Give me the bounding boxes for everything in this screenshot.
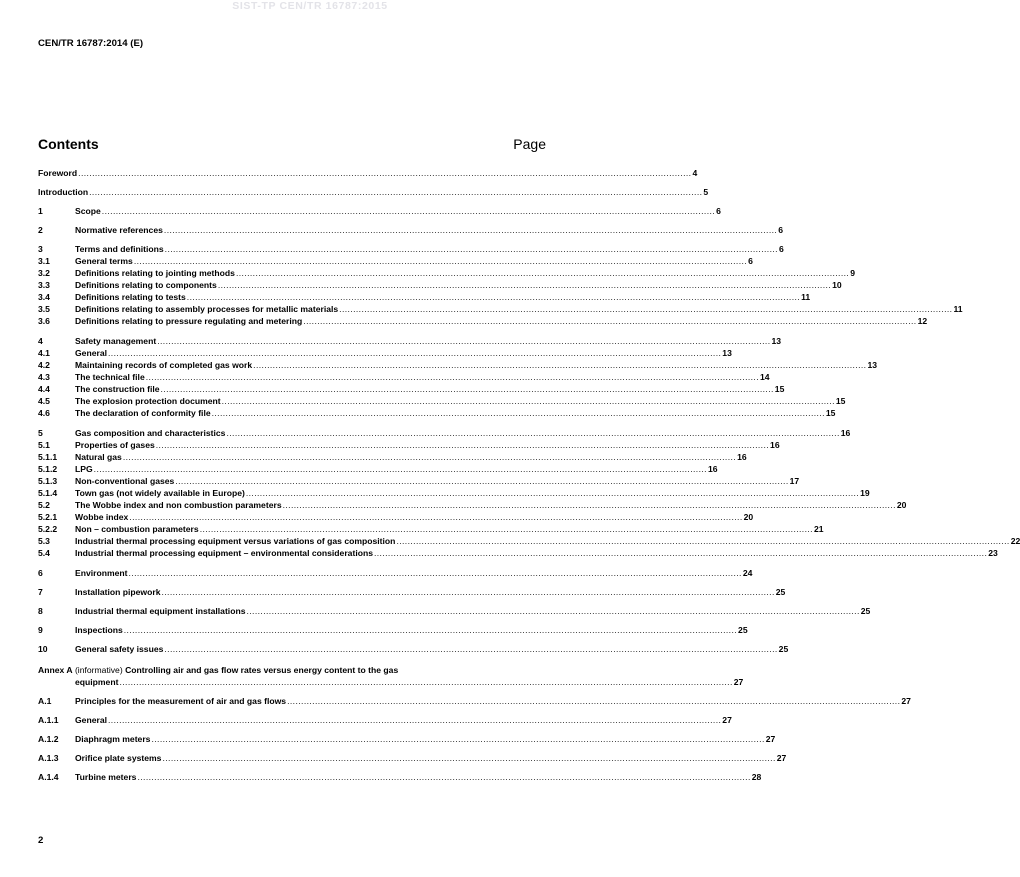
dot-leader: ............................................................................................................................................................................................................................	[164, 644, 778, 654]
toc-entry-title: Installation pipework	[75, 587, 161, 597]
toc-entry-number: 4.3	[38, 372, 50, 382]
toc-entry[interactable]	[38, 315, 928, 327]
toc-entry-page: 13	[867, 360, 878, 370]
dot-leader: ............................................................................................................................................................................................................................	[89, 187, 703, 197]
toc-entry-number: 4.4	[38, 384, 50, 394]
dot-leader: ............................................................................................................................................................................................................................	[339, 304, 953, 314]
toc-entry-title: General	[75, 715, 108, 725]
toc-entry-number: 5.1.4	[38, 488, 58, 498]
dot-leader: ............................................................................................................................................................................................................................	[282, 500, 896, 510]
toc-entry[interactable]	[38, 291, 811, 303]
toc-entry-title: Inspections	[75, 625, 123, 635]
document-identifier: CEN/TR 16787:2014 (E)	[38, 38, 144, 49]
dot-leader: ............................................................................................................................................................................................................................	[162, 753, 776, 763]
toc-entry-title: Terms and definitions	[75, 244, 164, 254]
toc-entry-title: General safety issues	[75, 644, 164, 654]
toc-entry-title: Non – combustion parameters	[75, 524, 199, 534]
toc-entry-page: 13	[771, 336, 782, 346]
toc-entry-title: General	[75, 348, 108, 358]
toc-entry[interactable]	[38, 523, 824, 535]
toc-entry[interactable]	[38, 383, 785, 395]
dot-leader: ............................................................................................................................................................................................................................	[108, 348, 722, 358]
dot-leader: ............................................................................................................................................................................................................................	[78, 168, 692, 178]
toc-entry[interactable]	[38, 499, 907, 511]
toc-entry-page: 4	[692, 168, 698, 178]
toc-entry-title: Definitions relating to components	[75, 280, 217, 290]
toc-entry-title: Definitions relating to tests	[75, 292, 186, 302]
toc-entry[interactable]	[38, 427, 851, 439]
toc-entry-number: 3	[38, 244, 43, 254]
contents-title: Contents	[38, 136, 99, 152]
dot-leader: ............................................................................................................................................................................................................................	[175, 476, 789, 486]
toc-entry-title: Diaphragm meters	[75, 734, 151, 744]
toc-entry-page: 27	[733, 677, 744, 687]
toc-entry[interactable]	[38, 347, 732, 359]
toc-entry-number: 5.2.2	[38, 524, 58, 534]
toc-entry-title: Definitions relating to assembly processes for metallic materials	[75, 304, 339, 314]
toc-entry-number: 5.1.2	[38, 464, 58, 474]
toc-entry-number: 8	[38, 606, 43, 616]
toc-entry-page: 28	[751, 772, 762, 782]
toc-entry-title: Definitions relating to jointing methods	[75, 268, 235, 278]
dot-leader: ............................................................................................................................................................................................................................	[129, 512, 743, 522]
toc-entry-page: 19	[860, 488, 870, 498]
toc-entry-page: 27	[722, 715, 732, 725]
dot-leader: ............................................................................................................................................................................................................................	[101, 206, 716, 216]
page-number: 2	[38, 835, 44, 846]
toc-entry[interactable]	[38, 605, 871, 617]
annex-a-heading[interactable]	[38, 664, 546, 676]
dot-leader: ............................................................................................................................................................................................................................	[287, 696, 901, 706]
dot-leader: ............................................................................................................................................................................................................................	[199, 524, 813, 534]
toc-entry-number: 2	[38, 225, 43, 235]
toc-entry-page: 25	[778, 644, 789, 654]
toc-entry-title: Principles for the measurement of air and gas flows	[75, 696, 287, 706]
toc-entry[interactable]	[38, 224, 783, 236]
toc-entry-number: 3.1	[38, 256, 50, 266]
toc-entry-number: A.1.4	[38, 772, 59, 782]
toc-entry[interactable]	[38, 335, 782, 347]
toc-entry[interactable]	[38, 279, 842, 291]
toc-entry-number: A.1.3	[38, 753, 59, 763]
toc-entry-number: 4.5	[38, 396, 50, 406]
toc-entry-page: 16	[737, 452, 747, 462]
toc-entry-page: 12	[917, 316, 928, 326]
toc-entry-page: 24	[742, 568, 753, 578]
toc-entry-page: 25	[738, 625, 748, 635]
annex-label: Annex A	[38, 665, 73, 675]
watermark: SIST-TP CEN/TR 16787:2015	[232, 0, 388, 12]
toc-entry-page: 21	[813, 524, 824, 534]
toc-entry-number: 5	[38, 428, 43, 438]
dot-leader: ............................................................................................................................................................................................................................	[122, 452, 737, 462]
toc-entry[interactable]	[38, 487, 870, 499]
toc-entry[interactable]	[38, 535, 1020, 547]
toc-entry-number: 3.5	[38, 304, 50, 314]
toc-entry-number: 10	[38, 644, 48, 654]
toc-entry[interactable]	[38, 267, 855, 279]
toc-entry[interactable]	[38, 567, 753, 579]
toc-entry-title: Maintaining records of completed gas work	[75, 360, 253, 370]
toc-entry-page: 27	[901, 696, 911, 706]
toc-entry[interactable]	[38, 451, 747, 463]
toc-entry-page: 20	[743, 512, 754, 522]
toc-entry-number: 5.1.1	[38, 452, 58, 462]
toc-entry[interactable]	[38, 547, 998, 559]
toc-entry[interactable]	[38, 624, 748, 636]
toc-entry-title: Normative references	[75, 225, 163, 235]
dot-leader: ............................................................................................................................................................................................................................	[226, 428, 840, 438]
toc-entry[interactable]	[38, 255, 753, 267]
toc-entry-title: Properties of gases	[75, 440, 155, 450]
toc-entry-title: The technical file	[75, 372, 145, 382]
toc-entry-number: 6	[38, 568, 43, 578]
toc-entry-page: 27	[765, 734, 776, 744]
toc-entry[interactable]	[38, 752, 787, 764]
toc-entry[interactable]	[38, 733, 776, 745]
toc-entry-page: 11	[801, 292, 811, 302]
toc-entry-number: 3.2	[38, 268, 50, 278]
toc-entry-number: 3.6	[38, 316, 50, 326]
dot-leader: ............................................................................................................................................................................................................................	[164, 244, 778, 254]
dot-leader: ............................................................................................................................................................................................................................	[245, 488, 860, 498]
toc-entry-number: 5.4	[38, 548, 50, 558]
dot-leader: ............................................................................................................................................................................................................................	[145, 372, 760, 382]
dot-leader: ............................................................................................................................................................................................................................	[221, 396, 835, 406]
toc-entry[interactable]	[38, 303, 963, 315]
dot-leader: ............................................................................................................................................................................................................................	[161, 587, 775, 597]
toc-entry-number: 5.3	[38, 536, 50, 546]
toc-entry-number: A.1.1	[38, 715, 59, 725]
toc-entry-page: 23	[988, 548, 998, 558]
dot-leader: ............................................................................................................................................................................................................................	[93, 464, 707, 474]
toc-entry[interactable]	[38, 167, 698, 179]
toc-entry-title: Orifice plate systems	[75, 753, 162, 763]
toc-entry-number: 9	[38, 625, 43, 635]
toc-entry[interactable]	[38, 714, 732, 726]
dot-leader: ............................................................................................................................................................................................................................	[137, 772, 751, 782]
toc-entry-number: 4.1	[38, 348, 50, 358]
toc-entry-title: Definitions relating to pressure regulating and metering	[75, 316, 303, 326]
toc-entry-page: 11	[953, 304, 963, 314]
dot-leader: ............................................................................................................................................................................................................................	[303, 316, 917, 326]
toc-entry[interactable]	[38, 205, 721, 217]
dot-leader: ............................................................................................................................................................................................................................	[235, 268, 850, 278]
toc-entry-number: 5.1	[38, 440, 50, 450]
toc-entry-number: 5.2.1	[38, 512, 58, 522]
dot-leader: ............................................................................................................................................................................................................................	[246, 606, 860, 616]
toc-entry-page: 9	[850, 268, 855, 278]
toc-entry-number: 3.3	[38, 280, 50, 290]
toc-entry-page: 16	[840, 428, 851, 438]
toc-entry-page: 10	[832, 280, 842, 290]
dot-leader: ............................................................................................................................................................................................................................	[108, 715, 722, 725]
page-column-heading: Page	[513, 136, 546, 152]
dot-leader: ............................................................................................................................................................................................................................	[373, 548, 988, 558]
toc-entry-page: 16	[770, 440, 780, 450]
annex-title: Controlling air and gas flow rates versus energy content to the gas	[125, 665, 399, 675]
toc-entry-title: Wobbe index	[75, 512, 129, 522]
toc-entry-title: The Wobbe index and non combustion parameters	[75, 500, 282, 510]
toc-entry[interactable]	[38, 371, 770, 383]
dot-leader: ............................................................................................................................................................................................................................	[128, 568, 742, 578]
toc-entry-title: Natural gas	[75, 452, 122, 462]
toc-entry-page: 6	[778, 244, 784, 254]
dot-leader: ............................................................................................................................................................................................................................	[157, 336, 771, 346]
dot-leader: ............................................................................................................................................................................................................................	[186, 292, 801, 302]
toc-entry-title: Non-conventional gases	[75, 476, 175, 486]
dot-leader: ............................................................................................................................................................................................................................	[163, 225, 778, 235]
toc-entry[interactable]	[38, 395, 846, 407]
toc-entry-title: Industrial thermal processing equipment – environmental considerations	[75, 548, 373, 558]
dot-leader: ............................................................................................................................................................................................................................	[217, 280, 832, 290]
toc-entry-number: 4	[38, 336, 43, 346]
toc-entry-page: 6	[778, 225, 783, 235]
toc-entry-title: The declaration of conformity file	[75, 408, 211, 418]
toc-entry[interactable]	[38, 186, 709, 198]
dot-leader: ............................................................................................................................................................................................................................	[253, 360, 867, 370]
toc-entry[interactable]	[38, 643, 789, 655]
toc-entry-title: Foreword	[38, 168, 78, 178]
toc-entry-number: 1	[38, 206, 43, 216]
toc-entry[interactable]	[38, 243, 784, 255]
toc-entry-title: The construction file	[75, 384, 160, 394]
toc-entry-page: 6	[716, 206, 721, 216]
dot-leader: ............................................................................................................................................................................................................................	[155, 440, 770, 450]
toc-entry-title: Industrial thermal processing equipment versus variations of gas composition	[75, 536, 396, 546]
toc-entry[interactable]	[38, 439, 780, 451]
toc-entry[interactable]	[38, 771, 762, 783]
toc-entry-page: 16	[707, 464, 718, 474]
toc-entry[interactable]	[38, 359, 878, 371]
toc-entry-title: The explosion protection document	[75, 396, 221, 406]
toc-entry[interactable]	[38, 586, 786, 598]
toc-entry-page: 25	[775, 587, 786, 597]
toc-entry-page: 25	[860, 606, 871, 616]
toc-entry-number: 7	[38, 587, 43, 597]
toc-entry-page: 20	[896, 500, 907, 510]
toc-entry-page: 27	[776, 753, 787, 763]
toc-entry-page: 5	[703, 187, 709, 197]
dot-leader: ............................................................................................................................................................................................................................	[123, 625, 738, 635]
toc-entry[interactable]	[38, 511, 754, 523]
toc-entry-title: Safety management	[75, 336, 157, 346]
toc-entry-page: 15	[835, 396, 846, 406]
toc-entry-number: A.1.2	[38, 734, 59, 744]
dot-leader: ............................................................................................................................................................................................................................	[396, 536, 1010, 546]
toc-entry-title: Gas composition and characteristics	[75, 428, 226, 438]
toc-entry-title: LPG	[75, 464, 93, 474]
toc-entry-title: Turbine meters	[75, 772, 137, 782]
dot-leader: ............................................................................................................................................................................................................................	[133, 256, 748, 266]
toc-entry[interactable]	[38, 407, 836, 419]
toc-entry-number: A.1	[38, 696, 52, 706]
toc-entry-title: Town gas (not widely available in Europe)	[75, 488, 245, 498]
toc-entry-number: 3.4	[38, 292, 50, 302]
toc-entry[interactable]	[38, 463, 718, 475]
toc-entry-title: Environment	[75, 568, 128, 578]
annex-qualifier: (informative)	[74, 665, 123, 675]
toc-entry-number: 4.6	[38, 408, 50, 418]
toc-entry-title: equipment	[75, 677, 119, 687]
toc-entry-page: 22	[1010, 536, 1020, 546]
toc-entry-page: 14	[760, 372, 770, 382]
toc-entry-page: 15	[774, 384, 785, 394]
toc-entry-page: 15	[825, 408, 836, 418]
toc-entry[interactable]	[38, 695, 911, 707]
toc-entry-number: 5.2	[38, 500, 50, 510]
dot-leader: ............................................................................................................................................................................................................................	[160, 384, 774, 394]
dot-leader: ............................................................................................................................................................................................................................	[211, 408, 825, 418]
toc-entry[interactable]	[38, 676, 744, 688]
toc-entry-title: Scope	[75, 206, 101, 216]
toc-entry-number: 5.1.3	[38, 476, 58, 486]
toc-entry-title: General terms	[75, 256, 133, 266]
toc-entry-page: 17	[789, 476, 800, 486]
dot-leader: ............................................................................................................................................................................................................................	[151, 734, 765, 744]
toc-entry[interactable]	[38, 475, 800, 487]
toc-entry-page: 13	[722, 348, 732, 358]
toc-entry-page: 6	[748, 256, 753, 266]
dot-leader: ............................................................................................................................................................................................................................	[119, 677, 733, 687]
toc-entry-number: 4.2	[38, 360, 50, 370]
toc-entry-title: Introduction	[38, 187, 89, 197]
toc-entry-title: Industrial thermal equipment installations	[75, 606, 246, 616]
